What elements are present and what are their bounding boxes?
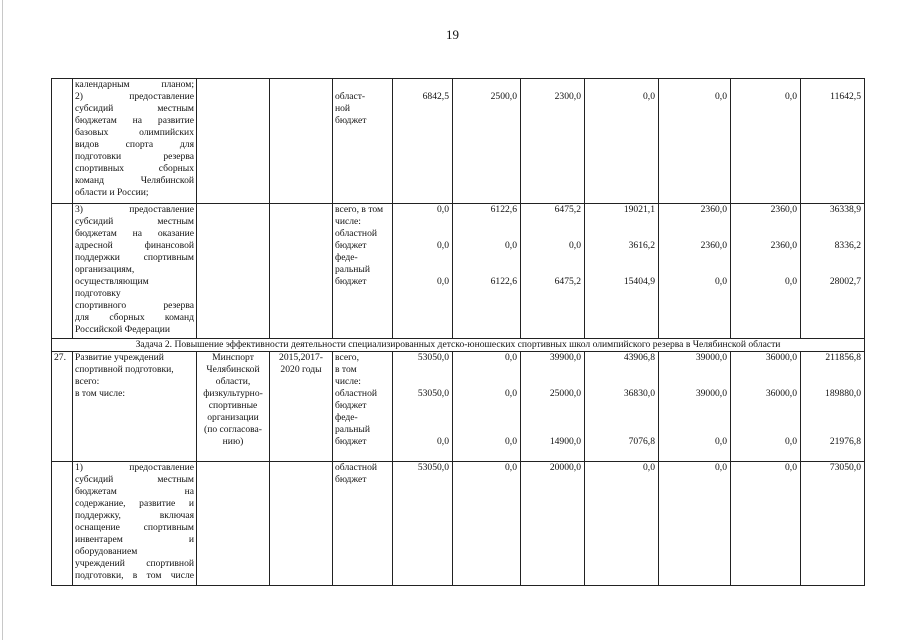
page-edge-line [2, 0, 3, 640]
value-cell: 11642,5 [801, 79, 865, 204]
value-cell: 0,0 0,0 0,0 [453, 352, 521, 462]
funding-source: всего, в том числе: областной бюджет феде- ральный бюджет [333, 204, 393, 339]
measure-description: календарным планом; 2) предоставление субсидий местным бюджетам на развитие базовых олимпийских видов спорта для подготовки резерва спортивных сборных команд Челябинской области и России; [73, 79, 197, 204]
value-cell: 6842,5 [393, 79, 453, 204]
table-row [52, 352, 865, 462]
value-cell: 53050,0 53050,0 0,0 [393, 352, 453, 462]
value-cell: 211856,8 189880,0 21976,8 [801, 352, 865, 462]
table-row [52, 79, 865, 204]
value-cell: 20000,0 [521, 462, 585, 586]
value-cell: 39000,0 39000,0 0,0 [659, 352, 731, 462]
measure-description: 3) предоставление субсидий местным бюджетам на оказание адресной финансовой поддержки спортивным организациям, осуществляющим подготовку спортивного резерва для сборных команд Российской Федерации [73, 204, 197, 339]
value-cell: 39900,0 25000,0 14900,0 [521, 352, 585, 462]
funding-source: всего, в том числе: областной бюджет феде- ральный бюджет [333, 352, 393, 462]
funding-source: областной бюджет [333, 462, 393, 586]
value-cell: 0,0 0,0 0,0 [393, 204, 453, 339]
page-number: 19 [446, 27, 459, 42]
value-cell: 2360,0 2360,0 0,0 [659, 204, 731, 339]
value-cell: 6475,2 0,0 6475,2 [521, 204, 585, 339]
funding-source: област- ной бюджет [333, 79, 393, 204]
value-cell: 53050,0 [393, 462, 453, 586]
value-cell: 2500,0 [453, 79, 521, 204]
value-cell: 2300,0 [521, 79, 585, 204]
value-cell: 6122,6 0,0 6122,6 [453, 204, 521, 339]
measure-description: Развитие учреждений спортивной подготовки, всего: в том числе: [73, 352, 197, 462]
value-cell: 36000,0 36000,0 0,0 [731, 352, 801, 462]
value-cell: 0,0 [659, 79, 731, 204]
value-cell: 0,0 [453, 462, 521, 586]
implementation-period: 2015,2017- 2020 годы [270, 352, 333, 462]
value-cell: 19021,1 3616,2 15404,9 [585, 204, 659, 339]
task-heading: Задача 2. Повышение эффективности деятельности специализированных детско-юношеских спортивных школ олимпийского резерва в Челябинской области [52, 339, 865, 352]
value-cell: 0,0 [585, 462, 659, 586]
value-cell: 0,0 [731, 462, 801, 586]
value-cell: 0,0 [659, 462, 731, 586]
program-table [51, 78, 865, 586]
value-cell: 36338,9 8336,2 28002,7 [801, 204, 865, 339]
measure-description: 1) предоставление субсидий местным бюджетам на содержание, развитие и поддержку, включая оснащение спортивным инвентарем и оборудованием учреждений спортивной подготовки, в том числе [73, 462, 197, 586]
value-cell: 43906,8 36830,0 7076,8 [585, 352, 659, 462]
task-heading-row [52, 339, 865, 352]
value-cell: 0,0 [585, 79, 659, 204]
value-cell: 2360,0 2360,0 0,0 [731, 204, 801, 339]
item-number: 27. [52, 352, 73, 462]
table-row [52, 204, 865, 339]
value-cell: 0,0 [731, 79, 801, 204]
table-row [52, 462, 865, 586]
executor: Минспорт Челябинской области, физкультурно- спортивные организации (по согласова- нию) [197, 352, 270, 462]
value-cell: 73050,0 [801, 462, 865, 586]
